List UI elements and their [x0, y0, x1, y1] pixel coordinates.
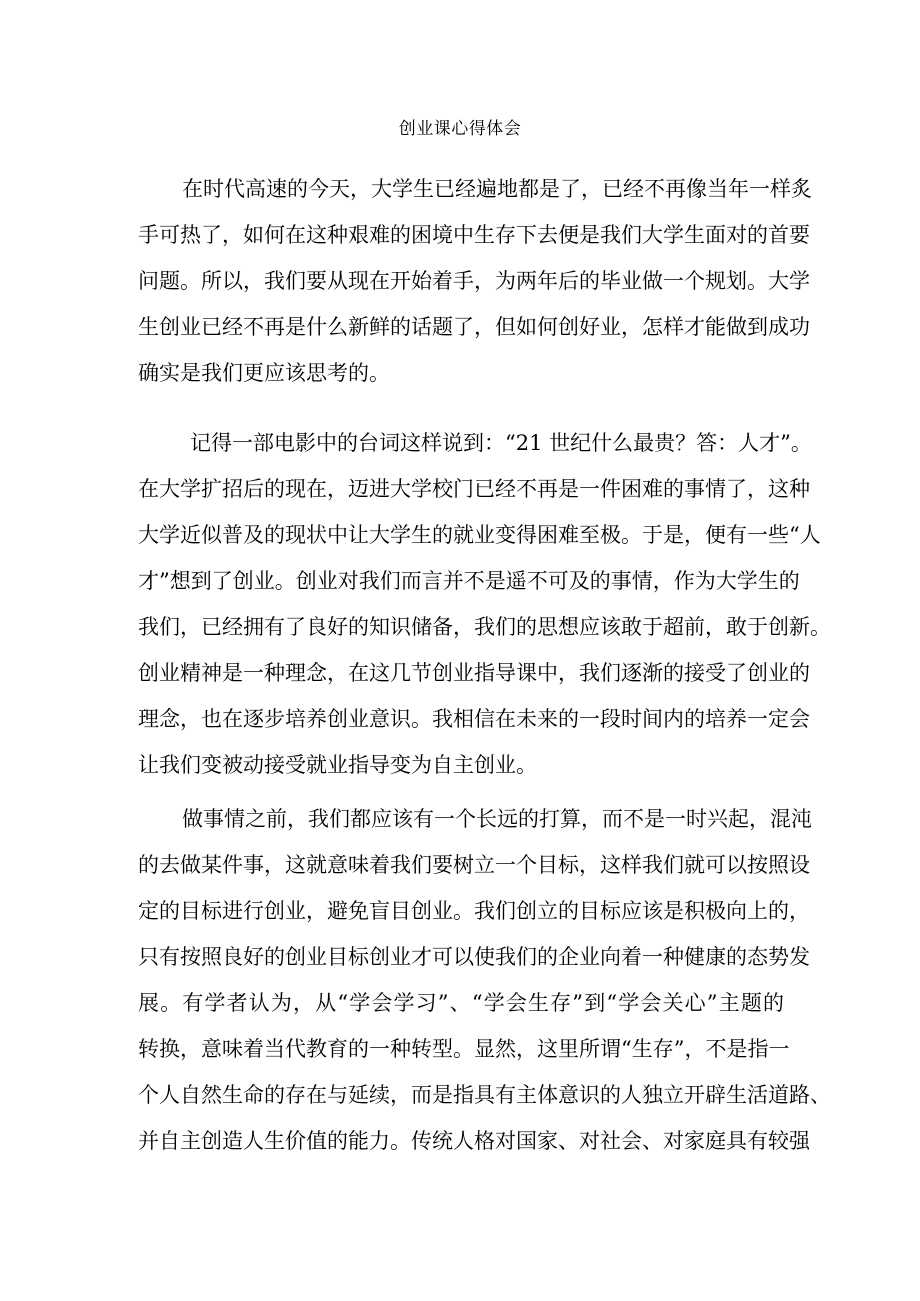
paragraph-line: 在时代高速的今天，大学生已经遍地都是了，已经不再像当年一样炙 — [182, 177, 812, 201]
paragraph-line: 创业精神是一种理念，在这几节创业指导课中，我们逐渐的接受了创业的 — [138, 661, 810, 685]
paragraph-line: 在大学扩招后的现在，迈进大学校门已经不再是一件困难的事情了，这种 — [138, 477, 810, 501]
paragraph-line: 转换，意味着当代教育的一种转型。显然，这里所谓“生存”，不是指一 — [138, 1037, 790, 1061]
paragraph-line: 记得一部电影中的台词这样说到：“21 世纪什么最贵？答：人才”。 — [190, 431, 812, 455]
paragraph-1 — [0, 166, 812, 396]
paragraph-line: 只有按照良好的创业目标创业才可以使我们的企业向着一种健康的态势发 — [138, 945, 810, 969]
paragraph-line: 让我们变被动接受就业指导变为自主创业。 — [138, 753, 537, 777]
paragraph-line: 理念，也在逐步培养创业意识。我相信在未来的一段时间内的培养一定会 — [138, 707, 810, 731]
document-title: 创业课心得体会 — [398, 119, 522, 139]
paragraph-line: 确实是我们更应该思考的。 — [138, 361, 390, 385]
paragraph-line: 的去做某件事，这就意味着我们要树立一个目标，这样我们就可以按照设 — [138, 853, 810, 877]
paragraph-line: 并自主创造人生价值的能力。传统人格对国家、对社会、对家庭具有较强 — [138, 1129, 810, 1153]
paragraph-line: 我们，已经拥有了良好的知识储备，我们的思想应该敢于超前，敢于创新。 — [138, 615, 831, 639]
paragraph-3 — [0, 796, 831, 1164]
paragraph-line: 手可热了，如何在这种艰难的困境中生存下去便是我们大学生面对的首要 — [138, 223, 810, 247]
paragraph-line: 才”想到了创业。创业对我们而言并不是遥不可及的事情，作为大学生的 — [138, 569, 800, 593]
paragraph-line: 生创业已经不再是什么新鲜的话题了，但如何创好业，怎样才能做到成功 — [138, 315, 810, 339]
paragraph-2 — [0, 420, 831, 788]
paragraph-line: 问题。所以，我们要从现在开始着手，为两年后的毕业做一个规划。大学 — [138, 269, 810, 293]
paragraph-line: 大学近似普及的现状中让大学生的就业变得困难至极。于是，便有一些“人 — [138, 523, 821, 547]
paragraph-line: 展。有学者认为，从“学会学习”、“学会生存”到“学会关心”主题的 — [138, 991, 784, 1015]
paragraph-line: 定的目标进行创业，避免盲目创业。我们创立的目标应该是积极向上的， — [138, 899, 810, 923]
paragraph-line: 做事情之前，我们都应该有一个长远的打算，而不是一时兴起，混沌 — [182, 807, 812, 831]
paragraph-line: 个人自然生命的存在与延续，而是指具有主体意识的人独立开辟生活道路、 — [138, 1083, 831, 1107]
